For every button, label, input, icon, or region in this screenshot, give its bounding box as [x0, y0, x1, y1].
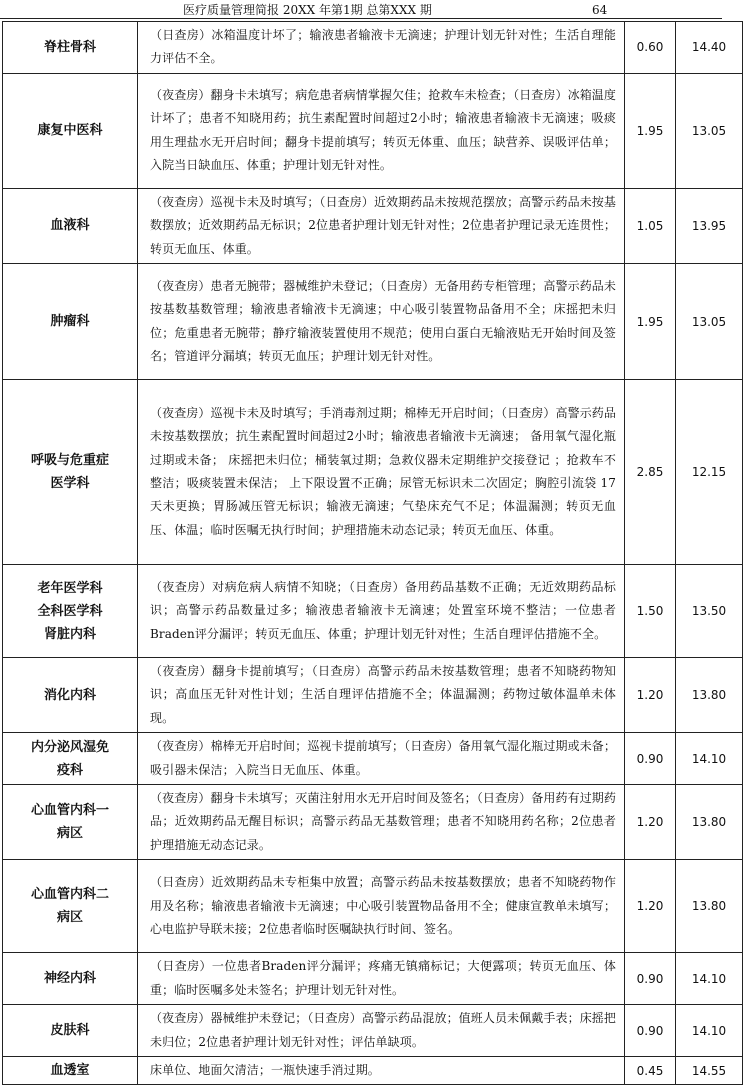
department-cell	[3, 658, 138, 733]
final-score: 14.10	[676, 953, 743, 1005]
issues-description: 床单位、地面欠清洁；一瓶快速手消过期。	[138, 1056, 625, 1084]
final-score: 13.80	[676, 658, 743, 733]
department-name-line: 肿瘤科	[50, 314, 90, 330]
table-row	[3, 1005, 743, 1057]
deduction-score: 1.95	[625, 73, 676, 188]
department-cell	[3, 1005, 138, 1057]
department-name-line: 心血管内科二	[30, 887, 109, 903]
department-name-line: 肾脏内科	[43, 626, 96, 642]
department-name-line: 消化内科	[43, 687, 96, 703]
department-name-line: 全科医学科	[37, 603, 103, 619]
table-row	[3, 860, 743, 953]
final-score: 13.80	[676, 860, 743, 953]
department-name-line: 病区	[56, 910, 83, 926]
final-score: 14.10	[676, 1005, 743, 1057]
department-name-line: 血透室	[50, 1063, 90, 1079]
department-cell	[3, 860, 138, 953]
issues-description: （夜查房）翻身卡未填写；灭菌注射用水无开启时间及签名；（日查房）备用药有过期药品；近效期药品无醒目标识；高警示药品无基数管理；患者不知晓用药名称；2位患者护理措施无动态记录。	[138, 785, 625, 860]
issues-description: （夜查房）巡视卡未及时填写；手消毒剂过期；棉棒无开启时间；（日查房）高警示药品未按基数摆放；抗生素配置时间超过2小时；输液患者输液卡无滴速； 备用氧气湿化瓶过期或未备； 床摇把未归位；桶装氧过期；急救仪器未定期维护交接登记 ；抢救车不整洁；吸痰装置未保洁； 上下限设置不正确；尿管无标识未二次固定；胸腔引流袋 17天未更换；胃肠减压管无标识；输液无滴速；气垫床充气不足；体温漏测；转页无血压、体温；临时医嘱无执行时间；护理措施未动态记录；转页无血压、体重。	[138, 380, 625, 565]
final-score: 13.50	[676, 565, 743, 658]
department-cell	[3, 188, 138, 263]
table-row	[3, 658, 743, 733]
department-name-line: 神经内科	[43, 971, 96, 987]
department-cell	[3, 73, 138, 188]
deduction-score: 1.50	[625, 565, 676, 658]
deduction-score: 0.90	[625, 733, 676, 785]
table-row	[3, 380, 743, 565]
deduction-score: 0.90	[625, 1005, 676, 1057]
department-name-line: 脊柱骨科	[43, 39, 96, 55]
deduction-score: 1.20	[625, 785, 676, 860]
table-row	[3, 785, 743, 860]
table-row	[3, 22, 743, 74]
issues-description: （夜查房）棉棒无开启时间；巡视卡提前填写；（日查房）备用氧气湿化瓶过期或未备；吸引器未保洁；入院当日无血压、体重。	[138, 733, 625, 785]
issues-description: （夜查房）器械维护未登记；（日查房）高警示药品混放；值班人员未佩戴手表；床摇把未归位；2位患者护理计划无针对性；评估单缺项。	[138, 1005, 625, 1057]
table-row	[3, 1056, 743, 1084]
table-row	[3, 264, 743, 380]
department-name-line: 康复中医科	[37, 123, 103, 139]
issues-description: （日查房）冰箱温度计坏了；输液患者输液卡无滴速；护理计划无针对性；生活自理能力评估不全。	[138, 22, 625, 74]
table-row	[3, 733, 743, 785]
department-cell	[3, 733, 138, 785]
issues-description: （日查房）一位患者Braden评分漏评；疼痛无镇痛标记；大便露项；转页无血压、体重；临时医嘱多处未签名；护理计划无针对性。	[138, 953, 625, 1005]
deduction-score: 2.85	[625, 380, 676, 565]
department-name-line: 内分泌风湿免	[30, 739, 109, 755]
final-score: 14.55	[676, 1056, 743, 1084]
issues-description: （夜查房）翻身卡提前填写；（日查房）高警示药品未按基数管理；患者不知晓药物知识；高血压无针对性计划；生活自理评估措施不全；体温漏测；药物过敏体温单未体现。	[138, 658, 625, 733]
issues-description: （日查房）近效期药品未专柜集中放置；高警示药品未按基数摆放；患者不知晓药物作用及名称；输液患者输液卡无滴速；中心吸引装置物品备用不全；健康宣教单未填写；心电监护导联未接；2位患者临时医嘱缺执行时间、签名。	[138, 860, 625, 953]
department-name-line: 呼吸与危重症	[30, 453, 109, 469]
issues-description: （夜查房）翻身卡未填写；病危患者病情掌握欠佳；抢救车未检查；（日查房）冰箱温度计坏了；患者不知晓用药；抗生素配置时间超过2小时；输液患者输液卡无滴速；吸痰用生理盐水无开启时间；翻身卡提前填写；转页无体重、血压；缺营养、误吸评估单；入院当日缺血压、体重；护理计划无针对性。	[138, 73, 625, 188]
department-cell	[3, 264, 138, 380]
inspection-table	[2, 21, 743, 1085]
final-score: 13.05	[676, 264, 743, 380]
department-cell	[3, 565, 138, 658]
table-row	[3, 953, 743, 1005]
final-score: 14.40	[676, 22, 743, 74]
page-number: 64	[592, 3, 608, 17]
final-score: 12.15	[676, 380, 743, 565]
issues-description: （夜查房）患者无腕带；器械维护未登记；（日查房）无备用药专柜管理；高警示药品未按基数基数管理；输液患者输液卡无滴速；中心吸引装置物品备用不全；床摇把未归位；危重患者无腕带；静疗输液装置使用不规范；使用白蛋白无输液贴无开始时间及签名；管道评分漏填；转页无血压；护理计划无针对性。	[138, 264, 625, 380]
department-name-line: 医学科	[50, 476, 90, 492]
deduction-score: 1.20	[625, 658, 676, 733]
table-row	[3, 565, 743, 658]
department-name-line: 老年医学科	[37, 580, 103, 596]
page-header	[0, 0, 722, 20]
final-score: 13.95	[676, 188, 743, 263]
department-cell	[3, 785, 138, 860]
department-name-line: 皮肤科	[50, 1023, 90, 1038]
deduction-score: 1.20	[625, 860, 676, 953]
bulletin-title: 医疗质量管理简报 20XX 年第1期 总第XXX 期	[183, 3, 432, 17]
deduction-score: 0.60	[625, 22, 676, 74]
department-name-line: 病区	[56, 826, 83, 842]
table-row	[3, 188, 743, 263]
deduction-score: 1.95	[625, 264, 676, 380]
department-name-line: 心血管内科一	[30, 803, 109, 819]
table-row	[3, 73, 743, 188]
deduction-score: 0.45	[625, 1056, 676, 1084]
deduction-score: 1.05	[625, 188, 676, 263]
department-cell	[3, 22, 138, 74]
issues-description: （夜查房）巡视卡未及时填写；（日查房）近效期药品未按规范摆放；高警示药品未按基数摆放；近效期药品无标识；2位患者护理计划无针对性；2位患者护理记录无连贯性；转页无血压、体重。	[138, 188, 625, 263]
final-score: 13.05	[676, 73, 743, 188]
final-score: 14.10	[676, 733, 743, 785]
deduction-score: 0.90	[625, 953, 676, 1005]
department-name-line: 血液科	[50, 218, 90, 234]
department-cell	[3, 953, 138, 1005]
final-score: 13.80	[676, 785, 743, 860]
department-name-line: 疫科	[56, 762, 83, 778]
department-cell	[3, 380, 138, 565]
issues-description: （夜查房）对病危病人病情不知晓；（日查房）备用药品基数不正确；无近效期药品标识；高警示药品数量过多；输液患者输液卡无滴速；处置室环境不整洁；一位患者Braden评分漏评；转页无血压、体重；护理计划无针对性；生活自理评估措施不全。	[138, 565, 625, 658]
department-cell	[3, 1056, 138, 1084]
header-rule	[0, 18, 722, 19]
